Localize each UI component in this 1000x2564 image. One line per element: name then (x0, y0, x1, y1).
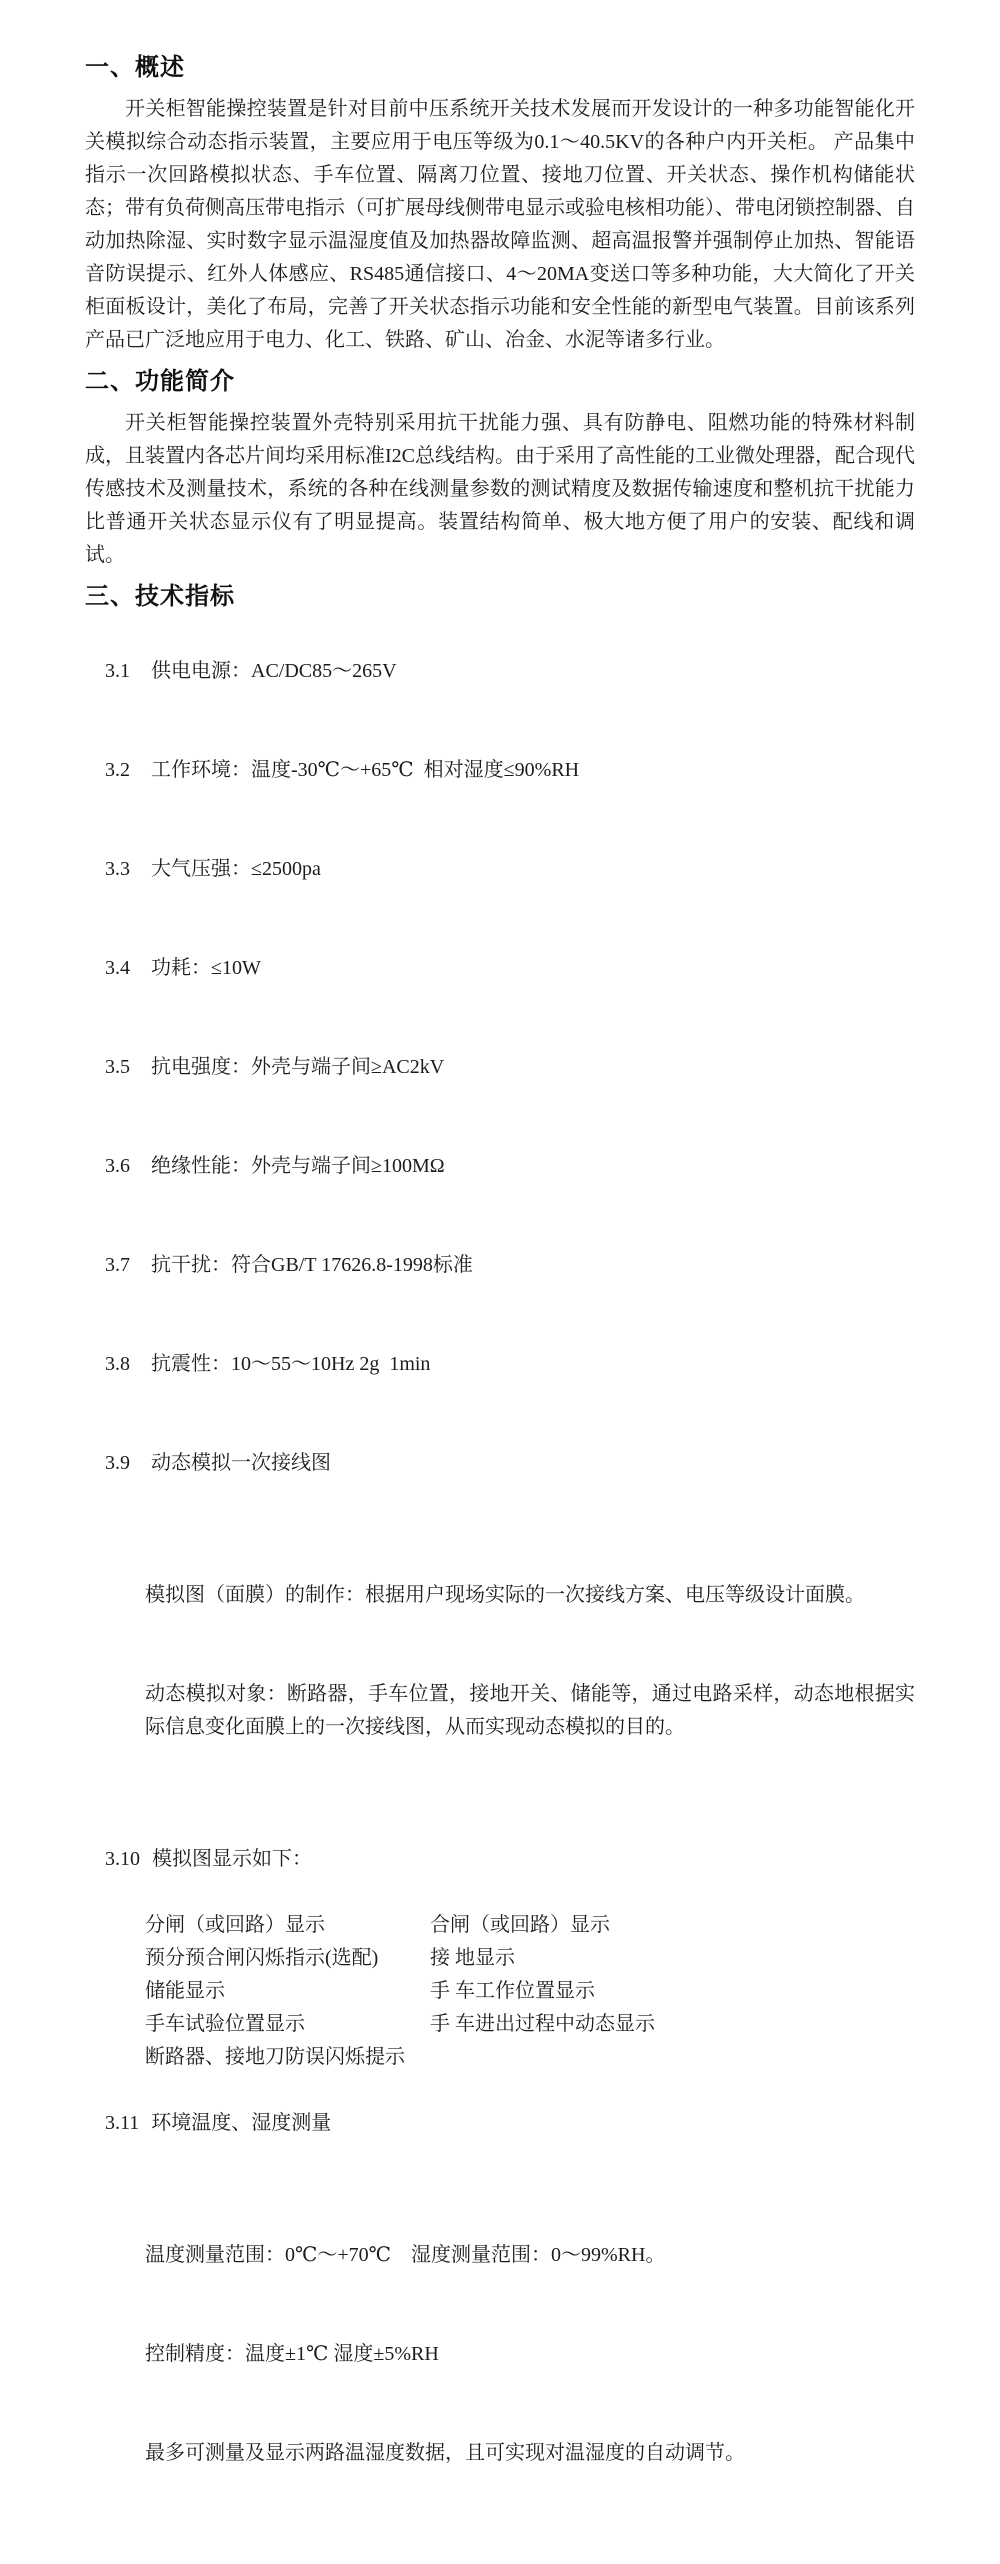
spec-text: 大气压强：≤2500pa (151, 858, 321, 880)
spec-number: 3.8 (105, 1353, 130, 1375)
spec-item-3-2 (85, 721, 915, 820)
spec-number: 3.5 (105, 1056, 130, 1078)
overview-paragraph: 开关柜智能操控装置是针对目前中压系统开关技术发展而开发设计的一种多功能智能化开关模拟综合动态指示装置，主要应用于电压等级为0.1～40.5KV的各种户内开关柜。 产品集中指示一次回路模拟状态、手车位置、隔离刀位置、接地刀位置、开关状态、操作机构储能状态；带有负荷侧高压带电指示（可扩展母线侧带电显示或验电核相功能）、带电闭锁控制器、自动加热除湿、实时数字显示温湿度值及加热器故障监测、超高温报警并强制停止加热、智能语音防误提示、红外人体感应、RS485通信接口、4～20MA变送口等多种功能，大大简化了开关柜面板设计，美化了布局，完善了开关状态指示功能和安全性能的新型电气装置。目前该系列产品已广泛地应用于电力、化工、铁路、矿山、冶金、水泥等诸多行业。 (85, 98, 915, 351)
spec-3-11-details (145, 2173, 915, 2536)
spec-item-3-7 (85, 1216, 915, 1315)
display-cell-right: 手 车工作位置显示 (430, 1980, 595, 2002)
spec-item-3-8 (85, 1315, 915, 1414)
spec-text: 工作环境：温度-30℃～+65℃ 相对湿度≤90%RH (151, 759, 580, 781)
spec-item-3-11 (85, 2074, 915, 2173)
section-specs-heading: 三、技术指标 (85, 583, 235, 610)
spec-item-3-3 (85, 820, 915, 919)
display-cell-left: 手车试验位置显示 (145, 2013, 305, 2035)
display-row (145, 1975, 915, 2008)
section-overview-heading: 一、概述 (85, 54, 185, 81)
spec-text: 抗震性：10～55～10Hz 2g 1min (151, 1353, 431, 1375)
spec-item-3-9 (85, 1414, 915, 1513)
display-cell-left: 分闸（或回路）显示 (145, 1914, 325, 1936)
spec-text: 供电电源：AC/DC85～265V (151, 660, 397, 682)
spec-item-3-4 (85, 919, 915, 1018)
display-cell-right (430, 2041, 915, 2074)
spec-item-3-5 (85, 1018, 915, 1117)
spec-item-3-1 (85, 622, 915, 721)
display-cell-left: 预分预合闸闪烁指示(选配) (145, 1947, 379, 1969)
section-functions-heading: 二、功能简介 (85, 368, 235, 395)
spec-3-11-detail-line: 控制精度：温度±1℃ 湿度±5%RH (145, 2343, 439, 2365)
spec-number: 3.7 (105, 1254, 130, 1276)
spec-number: 3.1 (105, 660, 130, 682)
spec-3-11-detail-line: 温度测量范围：0℃～+70℃ 湿度测量范围：0～99%RH。 (145, 2244, 666, 2266)
spec-3-9-detail-line: 动态模拟对象：断路器，手车位置，接地开关、储能等，通过电路采样，动态地根据实际信息变化面膜上的一次接线图，从而实现动态模拟的目的。 (145, 1683, 915, 1738)
display-row (145, 2041, 915, 2074)
spec-item-3-6 (85, 1117, 915, 1216)
spec-3-11-detail-line: 最多可测量及显示两路温湿度数据，且可实现对温湿度的自动调节。 (145, 2442, 745, 2464)
spec-text: 模拟图显示如下： (152, 1848, 312, 1870)
display-row (145, 2008, 915, 2041)
spec-number: 3.6 (105, 1155, 130, 1177)
spec-text: 绝缘性能：外壳与端子间≥100MΩ (151, 1155, 445, 1177)
simulation-display-list (145, 1909, 915, 2074)
spec-3-9-detail-line: 模拟图（面膜）的制作：根据用户现场实际的一次接线方案、电压等级设计面膜。 (145, 1584, 865, 1606)
functions-paragraph: 开关柜智能操控装置外壳特别采用抗干扰能力强、具有防静电、阻燃功能的特殊材料制成，且装置内各芯片间均采用标准I2C总线结构。由于采用了高性能的工业微处理器，配合现代传感技术及测量技术，系统的各种在线测量参数的测试精度及数据传输速度和整机抗干扰能力比普通开关状态显示仪有了明显提高。装置结构简单、极大地方便了用户的安装、配线和调试。 (85, 412, 915, 566)
display-cell-right: 合闸（或回路）显示 (430, 1914, 610, 1936)
display-cell-left: 断路器、接地刀防误闪烁提示 (145, 2046, 405, 2068)
spec-number: 3.3 (105, 858, 130, 880)
display-cell-right: 手 车进出过程中动态显示 (430, 2013, 655, 2035)
spec-number: 3.11 (105, 2112, 140, 2134)
spec-item-3-10 (85, 1810, 915, 1909)
spec-text: 环境温度、湿度测量 (151, 2112, 332, 2134)
spec-number: 3.10 (105, 1848, 140, 1870)
display-cell-right: 接 地显示 (430, 1947, 515, 1969)
spec-text: 动态模拟一次接线图 (151, 1452, 331, 1474)
spec-3-9-details (145, 1513, 915, 1810)
display-cell-left: 储能显示 (145, 1980, 225, 2002)
spec-text: 抗电强度：外壳与端子间≥AC2kV (151, 1056, 445, 1078)
display-row (145, 1909, 915, 1942)
spec-text: 抗干扰：符合GB/T 17626.8-1998标准 (151, 1254, 473, 1276)
spec-number: 3.4 (105, 957, 130, 979)
display-row (145, 1942, 915, 1975)
spec-number: 3.2 (105, 759, 130, 781)
spec-text: 功耗：≤10W (151, 957, 261, 979)
spec-number: 3.9 (105, 1452, 130, 1474)
